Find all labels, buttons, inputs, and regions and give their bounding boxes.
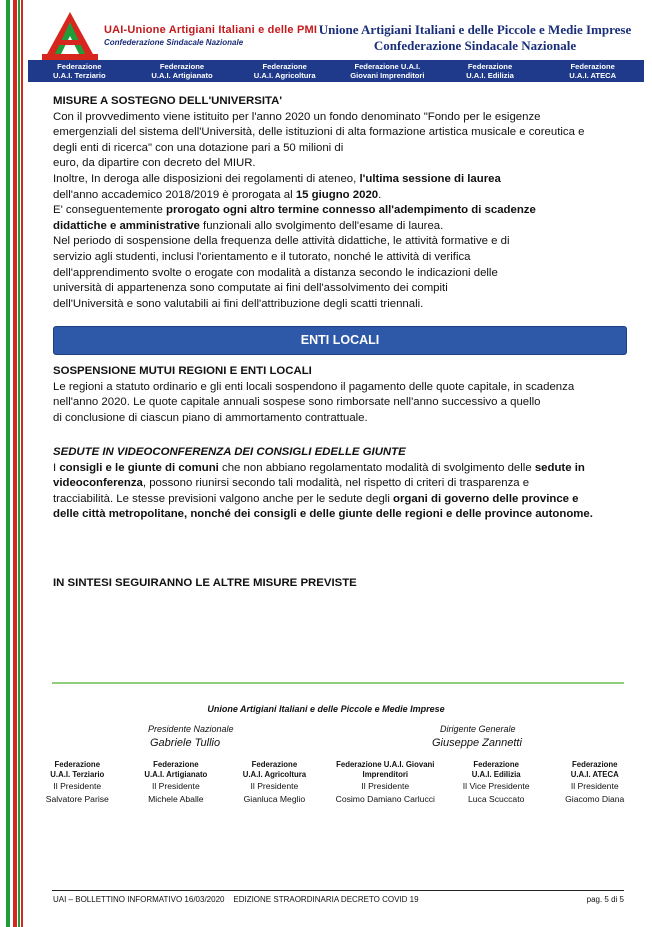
text-line: dell'Università e sono valutabili ai fini dell'attribuzione degli scatti triennali.: [53, 297, 424, 310]
text-line: Nel periodo di sospensione della frequenza delle attività didattiche, le attività formative e di: [53, 235, 510, 248]
federation-column: Federazione U.A.I. Terziario Il Presidente Salvatore Parise: [45, 760, 109, 804]
federation-artigianato: Federazione U.A.I. Artigianato: [151, 61, 213, 80]
university-section: [53, 94, 633, 312]
federation-terziario: Federazione U.A.I. Terziario: [53, 61, 106, 80]
flag-stripe-green-thin: [18, 0, 20, 927]
sedute-heading: SEDUTE IN VIDEOCONFERENZA DEI CONSIGLI EDELLE GIUNTE: [53, 446, 406, 458]
federation-ateca: Federazione U.A.I. ATECA: [569, 61, 617, 80]
mutui-heading: SOSPENSIONE MUTUI REGIONI E ENTI LOCALI: [53, 365, 312, 377]
section-bar-enti-locali: ENTI LOCALI: [53, 326, 627, 355]
name-director: Giuseppe Zannetti: [432, 737, 522, 749]
university-heading: MISURE A SOSTEGNO DELL'UNIVERSITA': [53, 95, 283, 107]
name-president: Gabriele Tullio: [150, 737, 221, 749]
federation-giovani: Federazione U.A.I. Giovani Imprenditori: [350, 61, 425, 80]
federation-column: Federazione U.A.I. Agricoltura Il Presidente Gianluca Meglio: [242, 760, 307, 804]
sedute-section: [53, 445, 633, 523]
closing-note: IN SINTESI SEGUIRANNO LE ALTRE MISURE PREVISTE: [53, 577, 357, 589]
text-line: Inoltre, In deroga alle disposizioni dei regolamenti di ateneo, l'ultima sessione di laurea: [53, 172, 501, 185]
text-line: emergenziali del sistema dell'Università, delle istituzioni di alta formazione artistica musicale e coreutica e: [53, 126, 585, 139]
text-line: I consigli e le giunte di comuni che non abbiano regolamentato modalità di svolgimento delle sedute in: [53, 461, 585, 474]
federations-bar: [28, 60, 644, 82]
federation-column: Federazione U.A.I. Edilizia Il Vice Presidente Luca Scuccato: [462, 760, 530, 804]
federation-presidents: [28, 760, 644, 806]
text-line: dell'apprendimento svolte o erogate con modalità a distanza secondo le indicazioni delle: [53, 266, 498, 279]
mutui-section: [53, 364, 633, 426]
text-line: E' conseguentemente prorogato ogni altro termine connesso all'adempimento di scadenze: [53, 204, 536, 217]
page-number: pag. 5 di 5: [586, 895, 624, 904]
federation-column: Federazione U.A.I. Artigianato Il Presidente Michele Aballe: [144, 760, 208, 804]
federation-column: Federazione U.A.I. ATECA Il Presidente Giacomo Diana: [565, 760, 625, 804]
brand-subtitle: Confederazione Sindacale Nazionale: [104, 38, 244, 47]
federation-agricoltura: Federazione U.A.I. Agricoltura: [253, 61, 316, 80]
federation-column: Federazione U.A.I. Giovani Imprenditori Il Presidente Cosimo Damiano Carlucci: [335, 760, 435, 804]
text-line: dell'anno accademico 2018/2019 è prorogata al 15 giugno 2020.: [53, 188, 382, 201]
text-line: servizio agli studenti, inclusi l'orientamento e il tutorato, nonché le attività di verifica: [53, 250, 471, 263]
header-title-line2: Confederazione Sindacale Nazionale: [373, 38, 577, 53]
footer-divider: [52, 682, 624, 684]
footer-org: Unione Artigiani Italiani e delle Piccole e Medie Imprese: [207, 704, 445, 714]
text-line: euro, da dipartire con decreto del MIUR.: [53, 157, 256, 170]
text-line: nell'anno 2020. Le quote capitale annuali sospese sono rimborsate nell'anno successivo a quello: [53, 396, 541, 409]
text-line: videoconferenza, possono riunirsi secondo tali modalità, nel rispetto di criteri di trasparenza e: [53, 477, 530, 490]
text-line: di conclusione di ciascun piano di ammortamento contrattuale.: [53, 411, 368, 424]
federation-edilizia: Federazione U.A.I. Edilizia: [466, 61, 514, 80]
header-title-line1: Unione Artigiani Italiani e delle Piccole e Medie Imprese: [318, 22, 632, 37]
uai-logo: [42, 10, 98, 60]
bulletin-info: UAI – BOLLETTINO INFORMATIVO 16/03/2020 EDIZIONE STRAORDINARIA DECRETO COVID 19: [53, 895, 419, 904]
flag-stripe-red: [13, 0, 17, 927]
header-title: [310, 22, 640, 54]
role-director: Dirigente Generale: [440, 724, 516, 734]
text-line: Con il provvedimento viene istituito per l'anno 2020 un fondo denominato "Fondo per le esigenze: [53, 110, 541, 123]
role-president: Presidente Nazionale: [148, 724, 234, 734]
text-line: delle città metropolitane, nonché dei consigli e delle giunte delle regioni e delle province autonome.: [53, 508, 593, 521]
text-line: tracciabilità. Le stesse previsioni valgono anche per le sedute degli organi di governo delle province e: [53, 492, 579, 505]
text-line: università di appartenenza sono computate ai fini dell'assolvimento dei compiti: [53, 282, 448, 295]
text-line: degli enti di ricerca" con una dotazione pari a 50 milioni di: [53, 141, 344, 154]
flag-stripe-red-thin: [21, 0, 23, 927]
text-line: didattiche e amministrative funzionali allo svolgimento dell'esame di laurea.: [53, 219, 444, 232]
text-line: Le regioni a statuto ordinario e gli enti locali sospendono il pagamento delle quote capitale, in scadenza: [53, 380, 575, 393]
bottom-divider: [52, 890, 624, 891]
brand-name: UAI-Unione Artigiani Italiani e delle PMI: [104, 24, 318, 36]
